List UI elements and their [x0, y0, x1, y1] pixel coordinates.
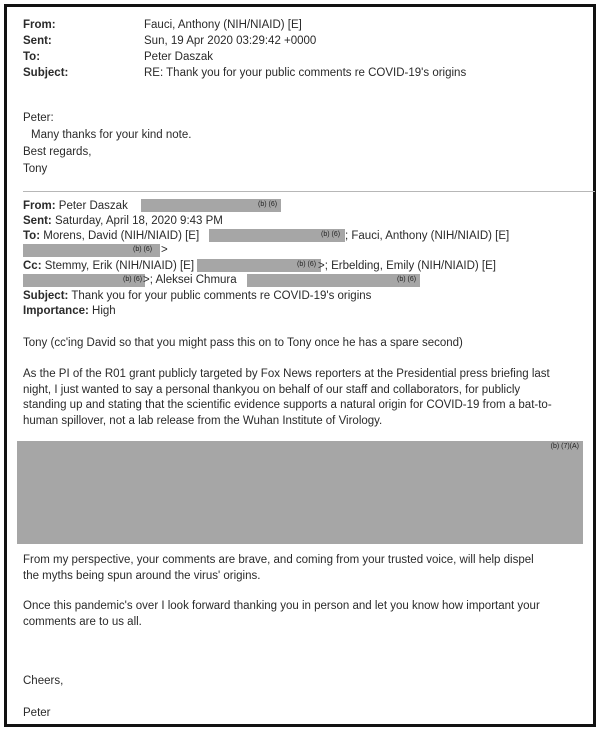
redaction-code: (b) (6) — [297, 261, 317, 268]
orig-signature: Peter — [23, 707, 51, 719]
subject-value: RE: Thank you for your public comments re COVID-19's origins — [144, 67, 467, 79]
orig-to-value: Morens, David (NIH/NIAID) [E] — [43, 230, 200, 242]
redaction-box — [23, 244, 160, 257]
orig-importance-value: High — [92, 305, 116, 317]
orig-subject-label: Subject: — [23, 290, 69, 302]
orig-cc-value: Stemmy, Erik (NIH/NIAID) [E] — [44, 260, 195, 272]
orig-importance-line — [23, 304, 116, 318]
paragraph-line: night, I just wanted to say a personal thankyou on behalf of our staff and collaborators, for publicly — [23, 383, 521, 396]
from-value: Fauci, Anthony (NIH/NIAID) [E] — [144, 19, 302, 31]
orig-from-label: From: — [23, 200, 56, 212]
orig-subject-value: Thank you for your public comments re COVID-19's origins — [71, 290, 372, 302]
reply-line: Many thanks for your kind note. — [31, 129, 192, 141]
redaction-code: (b) (7)(A) — [550, 443, 579, 450]
reply-signature: Tony — [23, 163, 48, 175]
orig-to-line — [23, 229, 199, 243]
redaction-box — [141, 199, 281, 212]
paragraph-line: the myths being spun around the virus' origins. — [23, 569, 261, 582]
redaction-code: (b) (6) — [321, 231, 341, 238]
orig-cc-value-cont: >; Erbelding, Emily (NIH/NIAID) [E] — [318, 260, 496, 272]
orig-sent-label: Sent: — [23, 215, 52, 227]
orig-cc-value-end: >; Aleksei Chmura — [143, 274, 237, 286]
redaction-code: (b) (6) — [123, 276, 143, 283]
thread-divider — [23, 191, 595, 192]
reply-greeting: Peter: — [23, 112, 54, 124]
subject-label: Subject: — [23, 67, 69, 79]
sent-value: Sun, 19 Apr 2020 03:29:42 +0000 — [144, 35, 317, 47]
sent-label: Sent: — [23, 35, 52, 47]
reply-closing: Best regards, — [23, 146, 92, 158]
orig-to-label: To: — [23, 230, 41, 242]
to-value: Peter Daszak — [144, 51, 214, 63]
paragraph-line: comments are to us all. — [23, 615, 142, 628]
orig-closing: Cheers, — [23, 675, 64, 687]
from-label: From: — [23, 19, 56, 31]
paragraph-line: standing up and stating that the scientific evidence supports a natural origin for COVID-19 from a bat-to- — [23, 399, 552, 411]
orig-to-value-cont: ; Fauci, Anthony (NIH/NIAID) [E] — [345, 230, 510, 242]
orig-importance-label: Importance: — [23, 305, 89, 317]
to-label: To: — [23, 51, 41, 63]
redaction-box — [247, 274, 420, 287]
orig-paragraph-3 — [23, 599, 583, 630]
paragraph-line: As the PI of the R01 grant publicly targeted by Fox News reporters at the Presidential press briefing last — [23, 368, 550, 380]
redaction-code: (b) (6) — [397, 276, 417, 283]
orig-intro: Tony (cc'ing David so that you might pass this on to Tony once he has a spare second) — [23, 337, 463, 349]
orig-cc-label: Cc: — [23, 260, 42, 272]
orig-paragraph-2 — [23, 553, 583, 584]
redaction-box — [23, 274, 145, 287]
paragraph-line: Once this pandemic's over I look forward thanking you in person and let you know how important your — [23, 600, 540, 612]
orig-subject-line — [23, 289, 371, 303]
orig-from-line — [23, 199, 128, 213]
orig-cc-line — [23, 259, 194, 273]
orig-from-value: Peter Daszak — [58, 200, 128, 212]
orig-paragraph-1 — [23, 367, 583, 429]
orig-sent-value: Saturday, April 18, 2020 9:43 PM — [54, 215, 223, 227]
paragraph-line: From my perspective, your comments are brave, and coming from your trusted voice, will help dispel — [23, 554, 534, 566]
redaction-box — [197, 259, 321, 272]
redaction-box — [209, 229, 345, 242]
large-redaction-block — [17, 441, 583, 544]
redaction-code: (b) (6) — [133, 246, 153, 253]
orig-sent-line — [23, 214, 223, 228]
paragraph-line: human spillover, not a lab release from the Wuhan Institute of Virology. — [23, 414, 383, 427]
document-frame — [4, 4, 596, 727]
redaction-code: (b) (6) — [258, 201, 278, 208]
orig-to-value-end: > — [161, 244, 168, 256]
